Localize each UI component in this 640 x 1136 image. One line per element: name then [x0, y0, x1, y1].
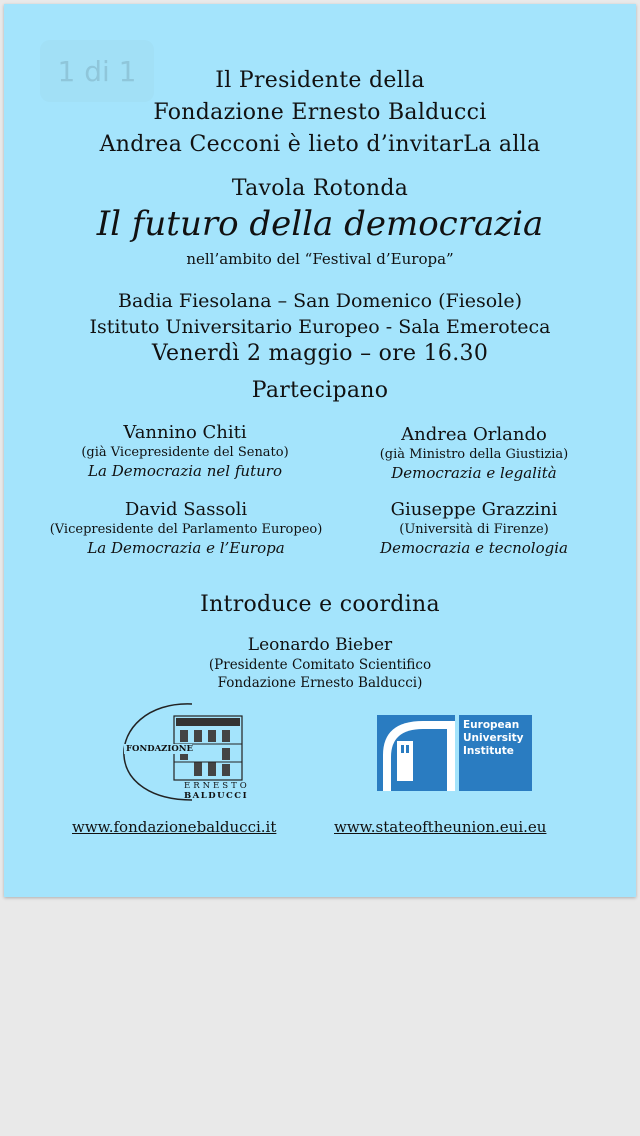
- participant-topic: La Democrazia e l’Europa: [87, 539, 285, 557]
- invite-line-3: Andrea Cecconi è lieto d’invitarLa alla: [99, 132, 541, 157]
- eui-word3: Institute: [463, 745, 514, 757]
- participant-role: (Università di Firenze): [399, 522, 549, 537]
- event-context: nell’ambito del “Festival d’Europa”: [186, 250, 454, 268]
- eui-wordmark: [459, 715, 532, 791]
- participant-role: (Vicepresidente del Parlamento Europeo): [49, 522, 323, 537]
- eui-word2: University: [463, 732, 524, 744]
- fondazione-logo-word3: BALDUCCI: [184, 791, 249, 801]
- invite-line-2: Fondazione Ernesto Balducci: [153, 100, 487, 125]
- fondazione-balducci-logo: [122, 700, 250, 804]
- participants-heading: Partecipano: [251, 378, 389, 403]
- participant-role: (già Ministro della Giustizia): [379, 447, 569, 462]
- eui-link[interactable]: www.stateoftheunion.eui.eu: [334, 818, 547, 836]
- coordinator-name: Leonardo Bieber: [247, 635, 393, 655]
- participant-topic: Democrazia e legalità: [391, 464, 557, 482]
- eui-arch-icon: [377, 715, 455, 791]
- fondazione-link[interactable]: www.fondazionebalducci.it: [72, 818, 277, 836]
- participant: [360, 424, 588, 482]
- coordinator-heading: Introduce e coordina: [200, 592, 440, 617]
- participant-name: David Sassoli: [124, 499, 248, 520]
- eui-emblem: [377, 715, 455, 791]
- fondazione-logo-word2: ERNESTO: [184, 781, 250, 791]
- participant-role: (già Vicepresidente del Senato): [81, 445, 289, 460]
- participant: [360, 499, 588, 557]
- participant-topic: Democrazia e tecnologia: [380, 539, 568, 557]
- event-title: Il futuro della democrazia: [96, 204, 544, 244]
- event-datetime: Venerdì 2 maggio – ore 16.30: [151, 341, 489, 366]
- participant: [36, 499, 336, 557]
- venue-line-2: Istituto Universitario Europeo - Sala Emeroteca: [89, 316, 551, 338]
- coordinator-role-1: (Presidente Comitato Scientifico: [208, 657, 432, 673]
- venue-line-1: Badia Fiesolana – San Domenico (Fiesole): [118, 290, 522, 312]
- participant-name: Vannino Chiti: [123, 422, 247, 443]
- participant-topic: La Democrazia nel futuro: [88, 462, 282, 480]
- coordinator-role-2: Fondazione Ernesto Balducci): [217, 675, 423, 691]
- invite-line-1: Il Presidente della: [215, 68, 425, 93]
- page-counter: 1 di 1: [40, 40, 154, 102]
- fondazione-logo-word1: FONDAZIONE: [126, 744, 194, 754]
- participant-name: Giuseppe Grazzini: [390, 499, 558, 520]
- participant-name: Andrea Orlando: [401, 424, 547, 445]
- eui-word1: European: [463, 719, 520, 731]
- event-type: Tavola Rotonda: [231, 176, 409, 201]
- participant: [68, 422, 302, 480]
